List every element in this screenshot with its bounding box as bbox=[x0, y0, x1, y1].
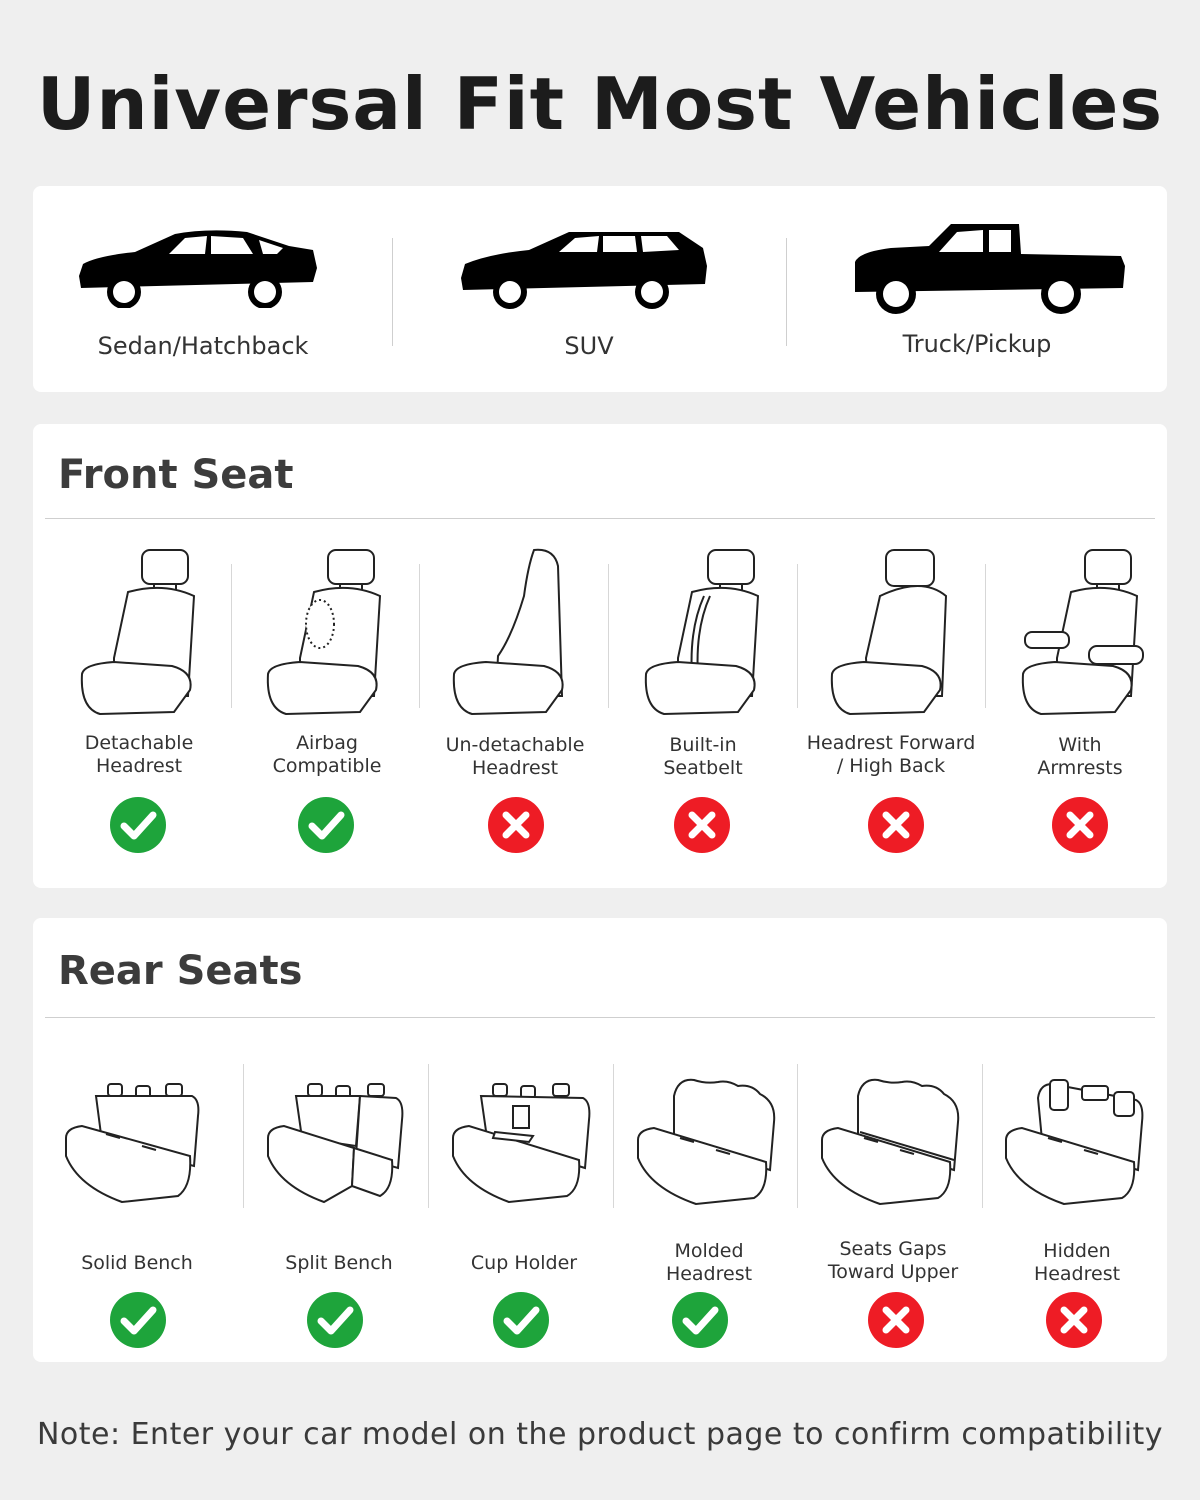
front-seat-card bbox=[33, 424, 1167, 888]
front-seat-item bbox=[45, 546, 233, 777]
front-seat-item bbox=[986, 546, 1174, 779]
label-line: Airbag bbox=[296, 732, 358, 754]
label-line: Headrest bbox=[1033, 1263, 1121, 1285]
label-line: Headrest bbox=[471, 757, 559, 779]
section-divider bbox=[45, 518, 1155, 519]
label-line: With bbox=[1058, 734, 1102, 756]
check-icon bbox=[672, 1292, 728, 1348]
check-icon bbox=[298, 797, 354, 853]
feature-label bbox=[797, 732, 985, 778]
cross-icon bbox=[1046, 1292, 1102, 1348]
vehicle-label: SUV bbox=[564, 332, 614, 360]
rear-seat-item bbox=[43, 1076, 231, 1274]
cross-icon bbox=[868, 1292, 924, 1348]
front-seat-item bbox=[233, 546, 421, 777]
front-seat-item bbox=[609, 546, 797, 779]
front-seat-item bbox=[797, 546, 985, 777]
molded-headrest-bench-icon bbox=[634, 1076, 784, 1206]
divider bbox=[243, 1064, 244, 1208]
page-title: Universal Fit Most Vehicles bbox=[36, 62, 1164, 146]
feature-label bbox=[615, 1240, 803, 1286]
label-line: Headrest bbox=[95, 755, 183, 777]
vehicle-sedan bbox=[33, 186, 373, 392]
suv-icon bbox=[459, 226, 709, 310]
feature-label bbox=[609, 734, 797, 780]
label-line: Seats Gaps bbox=[839, 1238, 947, 1260]
truck-icon bbox=[851, 222, 1127, 316]
label-line: Cup Holder bbox=[470, 1252, 578, 1274]
feature-label bbox=[245, 1252, 433, 1275]
label-line: Un-detachable bbox=[445, 734, 585, 756]
detachable-headrest-seat-icon bbox=[74, 546, 204, 716]
vehicle-label: Truck/Pickup bbox=[902, 330, 1052, 358]
feature-label bbox=[986, 734, 1174, 780]
cross-icon bbox=[1052, 797, 1108, 853]
feature-label bbox=[43, 1252, 231, 1275]
cross-icon bbox=[868, 797, 924, 853]
vehicle-types-card bbox=[33, 186, 1167, 392]
section-title: Rear Seats bbox=[58, 948, 303, 994]
label-line: Split Bench bbox=[285, 1252, 393, 1274]
label-line: Molded bbox=[674, 1240, 744, 1262]
airbag-compatible-seat-icon bbox=[262, 546, 392, 716]
check-icon bbox=[307, 1292, 363, 1348]
feature-label bbox=[983, 1240, 1171, 1286]
solid-bench-icon bbox=[62, 1076, 212, 1206]
feature-label bbox=[799, 1238, 987, 1284]
label-line: Armrests bbox=[1037, 757, 1123, 779]
rear-seat-item bbox=[615, 1076, 803, 1285]
vehicle-suv bbox=[393, 186, 785, 392]
label-line: Compatible bbox=[272, 755, 382, 777]
vehicle-truck bbox=[787, 186, 1167, 392]
seats-gaps-bench-icon bbox=[818, 1076, 968, 1206]
rear-seat-item bbox=[245, 1076, 433, 1274]
label-line: Toward Upper bbox=[827, 1261, 959, 1283]
feature-label bbox=[430, 1252, 618, 1275]
rear-seat-item bbox=[799, 1076, 987, 1283]
undetachable-headrest-seat-icon bbox=[450, 546, 580, 716]
label-line: Hidden bbox=[1043, 1240, 1111, 1262]
cross-icon bbox=[674, 797, 730, 853]
check-icon bbox=[493, 1292, 549, 1348]
section-title: Front Seat bbox=[58, 452, 294, 498]
label-line: / High Back bbox=[836, 755, 946, 777]
check-icon bbox=[110, 797, 166, 853]
compatibility-note: Note: Enter your car model on the product page to confirm compatibility bbox=[36, 1417, 1164, 1452]
label-line: Built-in bbox=[669, 734, 737, 756]
rear-seats-card bbox=[33, 918, 1167, 1362]
rear-seat-item bbox=[983, 1076, 1171, 1285]
high-back-seat-icon bbox=[826, 546, 956, 716]
label-line: Headrest bbox=[665, 1263, 753, 1285]
label-line: Solid Bench bbox=[81, 1252, 193, 1274]
feature-label bbox=[45, 732, 233, 778]
split-bench-icon bbox=[264, 1076, 414, 1206]
builtin-seatbelt-seat-icon bbox=[638, 546, 768, 716]
label-line: Detachable bbox=[84, 732, 194, 754]
sedan-icon bbox=[77, 226, 319, 308]
armrests-seat-icon bbox=[1015, 546, 1145, 716]
section-divider bbox=[45, 1017, 1155, 1018]
cross-icon bbox=[488, 797, 544, 853]
feature-label bbox=[233, 732, 421, 778]
front-seat-item bbox=[421, 546, 609, 779]
check-icon bbox=[110, 1292, 166, 1348]
cup-holder-bench-icon bbox=[449, 1076, 599, 1206]
rear-seat-item bbox=[430, 1076, 618, 1274]
label-line: Headrest Forward bbox=[806, 732, 976, 754]
label-line: Seatbelt bbox=[663, 757, 743, 779]
feature-label bbox=[421, 734, 609, 780]
vehicle-label: Sedan/Hatchback bbox=[97, 332, 309, 360]
hidden-headrest-bench-icon bbox=[1002, 1076, 1152, 1206]
